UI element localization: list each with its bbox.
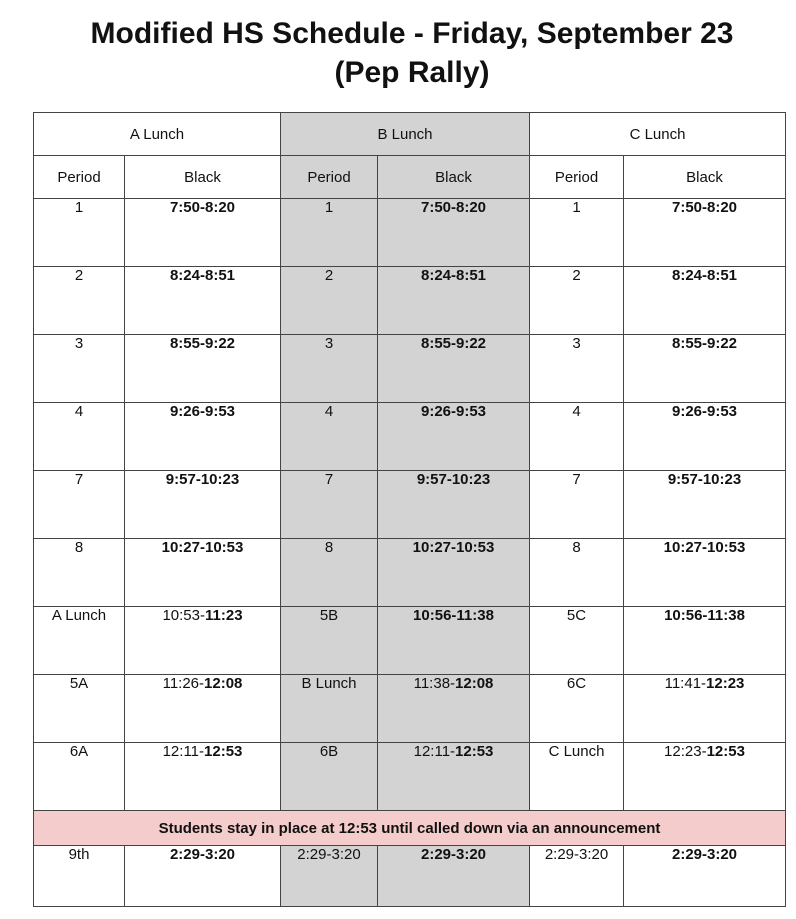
b-period-cell: 1 [281, 199, 378, 267]
c-period-cell: 1 [530, 199, 624, 267]
table-row [34, 846, 786, 907]
time-value: 12:08 [455, 675, 494, 692]
b-period-cell: 3 [281, 335, 378, 403]
b-time-cell [378, 743, 530, 811]
c-period-cell: 5C [530, 607, 624, 675]
time-value: 8:55-9:22 [420, 335, 487, 352]
b-period-cell: 2 [281, 267, 378, 335]
a-time-cell [125, 539, 281, 607]
c-time-cell [624, 675, 786, 743]
time-value: 12:53 [204, 743, 243, 760]
b-period-cell: 8 [281, 539, 378, 607]
title-line-2: (Pep Rally) [334, 56, 490, 89]
time-start: 11:38- [413, 675, 456, 692]
a-time-cell [125, 743, 281, 811]
time-value: 10:27-10:53 [412, 539, 495, 556]
time-value: 7:50-8:20 [671, 199, 738, 216]
a-period-cell: 3 [34, 335, 125, 403]
c-period-cell: C Lunch [530, 743, 624, 811]
time-value: 12:08 [204, 675, 243, 692]
time-start: 12:23- [664, 743, 707, 760]
c-time-cell [624, 539, 786, 607]
c-period-cell: 2 [530, 267, 624, 335]
a-period-cell: 5A [34, 675, 125, 743]
a-time-cell [125, 335, 281, 403]
last-period-cell: 2:29-3:20 [281, 846, 378, 907]
column-header-row [34, 156, 786, 199]
table-row [34, 539, 786, 607]
a-period-cell: 2 [34, 267, 125, 335]
a-time-cell [125, 199, 281, 267]
b-period-cell: 5B [281, 607, 378, 675]
last-period-cell: 9th [34, 846, 125, 907]
table-row [34, 267, 786, 335]
a-period-cell: 7 [34, 471, 125, 539]
title-line-1: Modified HS Schedule - Friday, September 23 [90, 17, 734, 50]
column-header-black: Black [378, 156, 530, 199]
table-row [34, 675, 786, 743]
table-row [34, 335, 786, 403]
time-start: 12:11- [413, 743, 456, 760]
last-period-cell: 2:29-3:20 [530, 846, 624, 907]
announcement-banner-row [34, 811, 786, 846]
lunch-header-row [34, 113, 786, 156]
b-period-cell: B Lunch [281, 675, 378, 743]
c-time-cell [624, 471, 786, 539]
b-period-cell: 6B [281, 743, 378, 811]
a-period-cell: 6A [34, 743, 125, 811]
b-time-cell [378, 267, 530, 335]
a-period-cell: 1 [34, 199, 125, 267]
column-header-black: Black [624, 156, 786, 199]
announcement-banner: Students stay in place at 12:53 until called down via an announcement [34, 811, 786, 846]
time-value: 8:24-8:51 [671, 267, 738, 284]
time-value: 8:24-8:51 [169, 267, 236, 284]
b-time-cell [378, 335, 530, 403]
a-period-cell: A Lunch [34, 607, 125, 675]
table-row [34, 743, 786, 811]
a-time-cell [125, 267, 281, 335]
column-header-period: Period [34, 156, 125, 199]
b-period-cell: 4 [281, 403, 378, 471]
b-period-cell: 7 [281, 471, 378, 539]
time-value: 12:23 [706, 675, 745, 692]
time-value: 9:26-9:53 [671, 403, 738, 420]
c-time-cell [624, 335, 786, 403]
b-time-cell [378, 675, 530, 743]
time-value: 10:56-11:38 [413, 607, 494, 624]
a-time-cell [125, 471, 281, 539]
table-row [34, 403, 786, 471]
time-value: 8:55-9:22 [169, 335, 236, 352]
c-time-cell [624, 743, 786, 811]
c-time-cell [624, 607, 786, 675]
c-period-cell: 6C [530, 675, 624, 743]
c-period-cell: 7 [530, 471, 624, 539]
time-start: 10:53- [162, 607, 205, 624]
last-time-cell: 2:29-3:20 [624, 846, 786, 907]
page-title [0, 14, 796, 92]
time-value: 10:56-11:38 [664, 607, 745, 624]
time-value: 9:57-10:23 [165, 471, 240, 488]
column-header-period: Period [530, 156, 624, 199]
c-lunch-header: C Lunch [530, 113, 786, 156]
table-row [34, 471, 786, 539]
c-time-cell [624, 267, 786, 335]
time-value: 9:57-10:23 [416, 471, 491, 488]
c-time-cell [624, 403, 786, 471]
time-value: 12:53 [455, 743, 494, 760]
a-time-cell [125, 403, 281, 471]
time-value: 9:26-9:53 [420, 403, 487, 420]
time-value: 7:50-8:20 [420, 199, 487, 216]
time-value: 10:27-10:53 [161, 539, 244, 556]
c-time-cell [624, 199, 786, 267]
time-value: 8:24-8:51 [420, 267, 487, 284]
last-time-cell: 2:29-3:20 [378, 846, 530, 907]
column-header-period: Period [281, 156, 378, 199]
time-start: 11:26- [162, 675, 205, 692]
time-value: 8:55-9:22 [671, 335, 738, 352]
c-period-cell: 3 [530, 335, 624, 403]
b-time-cell [378, 539, 530, 607]
a-period-cell: 4 [34, 403, 125, 471]
time-start: 12:11- [162, 743, 205, 760]
c-period-cell: 8 [530, 539, 624, 607]
b-time-cell [378, 403, 530, 471]
time-value: 9:57-10:23 [667, 471, 742, 488]
schedule-table [33, 112, 786, 907]
time-value: 11:23 [205, 607, 243, 624]
table-row [34, 607, 786, 675]
time-start: 11:41- [664, 675, 707, 692]
a-time-cell [125, 675, 281, 743]
a-lunch-header: A Lunch [34, 113, 281, 156]
time-value: 9:26-9:53 [169, 403, 236, 420]
b-time-cell [378, 199, 530, 267]
b-time-cell [378, 471, 530, 539]
time-value: 10:27-10:53 [663, 539, 746, 556]
column-header-black: Black [125, 156, 281, 199]
b-time-cell [378, 607, 530, 675]
table-row [34, 199, 786, 267]
a-time-cell [125, 607, 281, 675]
time-value: 7:50-8:20 [169, 199, 236, 216]
a-period-cell: 8 [34, 539, 125, 607]
time-value: 12:53 [706, 743, 745, 760]
c-period-cell: 4 [530, 403, 624, 471]
last-time-cell: 2:29-3:20 [125, 846, 281, 907]
b-lunch-header: B Lunch [281, 113, 530, 156]
